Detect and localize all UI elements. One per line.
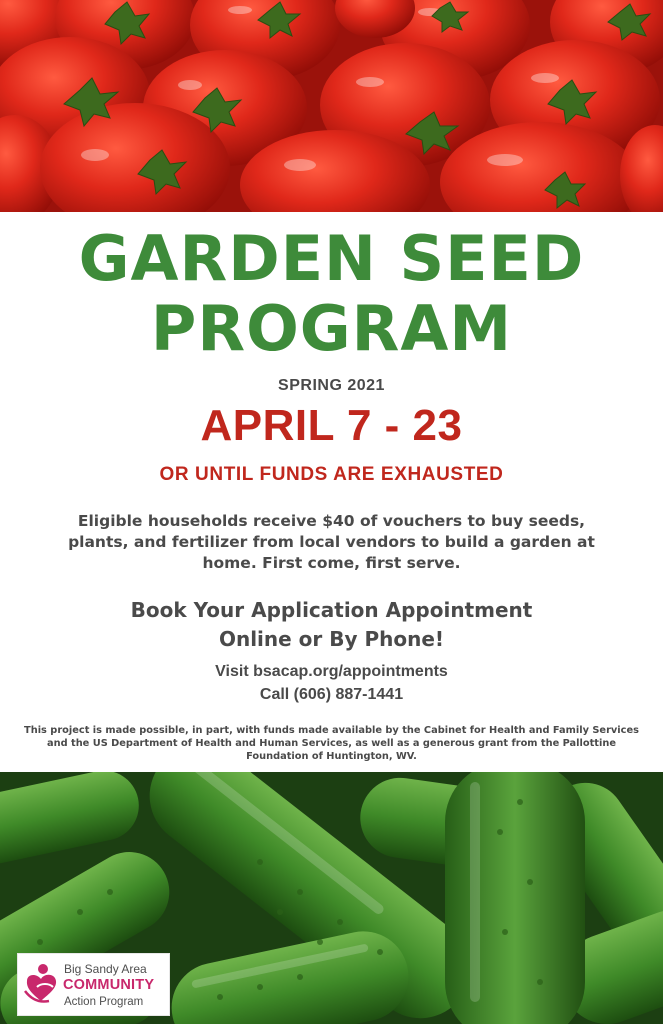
booking-line-1: Book Your Application Appointment <box>130 598 533 622</box>
phone-number[interactable]: Call (606) 887-1441 <box>259 686 404 703</box>
program-description: Eligible households receive $40 of vouchers to buy seeds, plants, and fertilizer from local vendors to build a garden at home. First come, first serve. <box>68 512 595 572</box>
organization-logo <box>17 953 170 1016</box>
tomatoes-photo <box>0 0 663 212</box>
program-title <box>0 224 663 364</box>
title-line-1: GARDEN SEED <box>78 222 585 295</box>
logo-line-3: Action Program <box>64 996 144 1008</box>
heart-hands-icon <box>23 961 63 1009</box>
contact-info <box>0 660 663 706</box>
booking-heading <box>0 596 663 654</box>
season-label: SPRING 2021 <box>278 377 385 394</box>
program-dates: APRIL 7 - 23 <box>200 401 463 450</box>
appointment-link[interactable]: Visit bsacap.org/appointments <box>215 663 448 680</box>
funding-note: This project is made possible, in part, with funds made available by the Cabinet for Health and Family Services and the US Department of Health and Human Services, as well as a generous grant from the Pallottine Foundation of Huntington, WV. <box>24 725 639 762</box>
title-line-2: PROGRAM <box>150 292 513 365</box>
logo-line-2: COMMUNITY <box>63 977 155 993</box>
dates-note: OR UNTIL FUNDS ARE EXHAUSTED <box>159 464 504 485</box>
booking-line-2: Online or By Phone! <box>218 627 445 651</box>
logo-line-1: Big Sandy Area <box>64 962 147 976</box>
